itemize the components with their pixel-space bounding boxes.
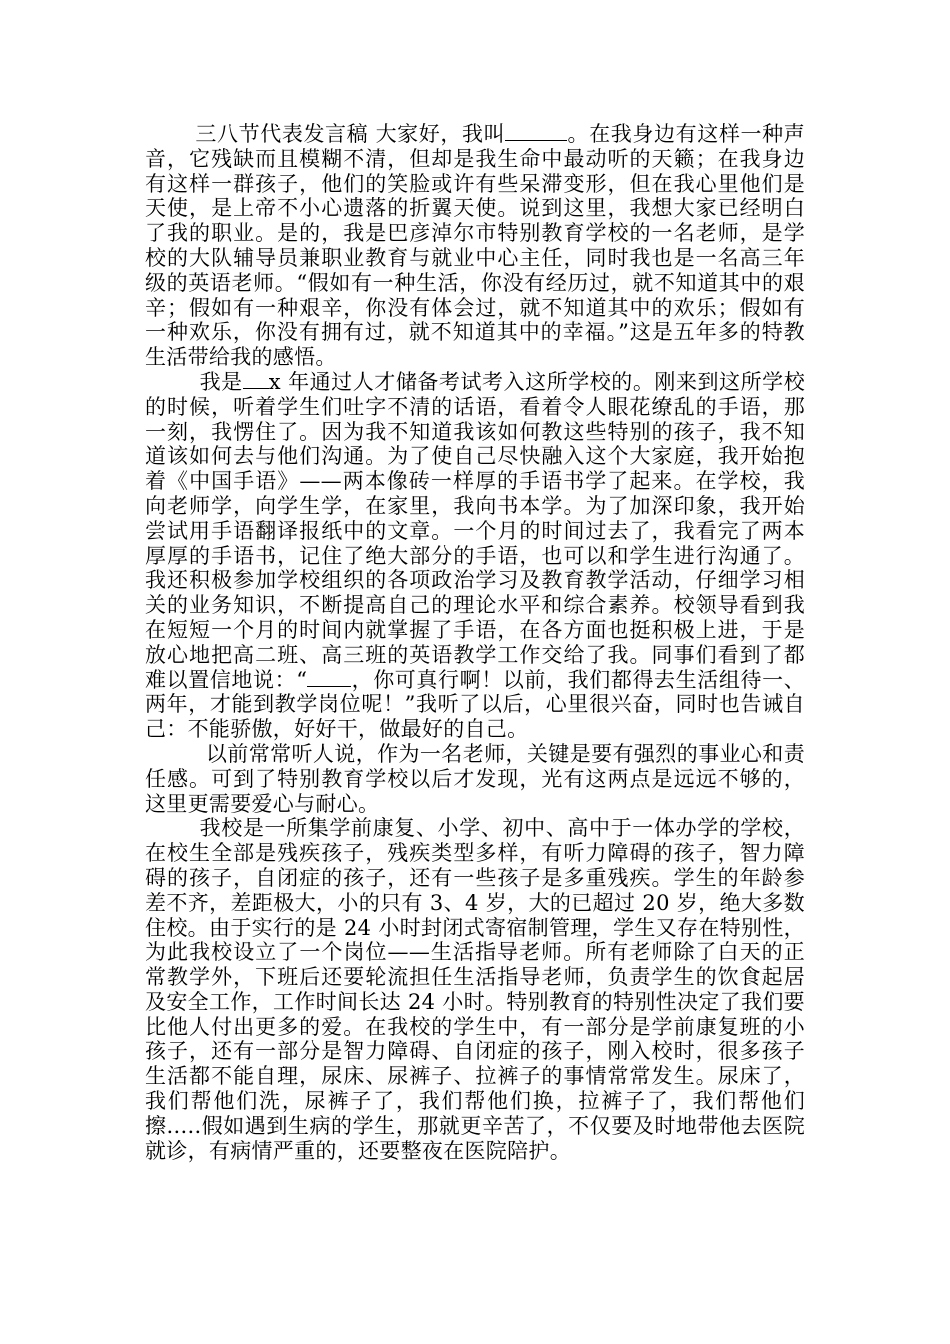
year-blank xyxy=(243,370,269,389)
paragraph-2-text-c: ，你可真行啊！以前，我们都得去生活组待一、两年，才能到教学岗位呢！”我听了以后，心里很兴奋，同时也告诫自己：不能骄傲，好好干，做最好的自己。 xyxy=(145,667,805,742)
paragraph-2 xyxy=(145,370,805,742)
paragraph-1 xyxy=(145,122,805,370)
paragraph-2-text-b: x 年通过人才储备考试考入这所学校的。刚来到这所学校的时候，听着学生们吐字不清的话语，看着令人眼花缭乱的手语，那一刻，我愣住了。因为我不知道我该如何教这些特别的孩子，我不知道该如何去与他们沟通。为了使自己尽快融入这个大家庭，我开始抱着《中国手语》——两本像砖一样厚的手语书学了起来。在学校，我向老师学，向学生学，在家里，我向书本学。为了加深印象，我开始尝试用手语翻译报纸中的文章。一个月的时间过去了，我看完了两本厚厚的手语书，记住了绝大部分的手语，也可以和学生进行沟通了。我还积极参加学校组织的各项政治学习及教育教学活动，仔细学习相关的业务知识，不断提高自己的理论水平和综合素养。校领导看到我在短短一个月的时间内就掌握了手语，在各方面也挺积极上进，于是放心地把高二班、高三班的英语教学工作交给了我。同事们看到了都难以置信地说：“ xyxy=(145,369,805,692)
paragraph-1-text-a: 三八节代表发言稿 大家好，我叫 xyxy=(195,122,506,146)
paragraph-4-text: 我校是一所集学前康复、小学、初中、高中于一体办学的学校，在校生全部是残疾孩子，残疾类型多样，有听力障碍的孩子，智力障碍的孩子，自闭症的孩子，还有一些孩子是多重残疾。学生的年龄参差不齐，差距极大，小的只有 3、4 岁，大的已超过 20 岁，绝大多数住校。由于实行的是 24 小时封闭式寄宿制管理，学生又存在特别性，为此我校设立了一个岗位——生活指导老师。所有老师除了白天的正常教学外，下班后还要轮流担任生活指导老师，负责学生的饮食起居及安全工作，工作时间长达 24 小时。特别教育的特别性决定了我们要比他人付出更多的爱。在我校的学生中，有一部分是学前康复班的小孩子，还有一部分是智力障碍、自闭症的孩子，刚入校时，很多孩子生活都不能自理，尿床、尿裤子、拉裤子的事情常常发生。尿床了，我们帮他们洗，尿裤子了，我们帮他们换，拉裤子了，我们帮他们擦.....假如遇到生病的学生，那就更辛苦了，不仅要及时地带他去医院就诊，有病情严重的，还要整夜在医院陪护。 xyxy=(145,816,805,1163)
paragraph-2-text-a: 我是 xyxy=(199,369,243,394)
paragraph-1-text-b: 。在我身边有这样一种声音，它残缺而且模糊不清，但却是我生命中最动听的天籁；在我身边有这样一群孩子，他们的笑脸或许有些呆滞变形，但在我心里他们是天使，是上帝不小心遗落的折翼天使。说到这里，我想大家已经明白了我的职业。是的，我是巴彦淖尔市特别教育学校的一名老师，是学校的大队辅导员兼职业教育与就业中心主任，同时我也是一名高三年级的英语老师。“假如有一种生活，你没有经历过，就不知道其中的艰辛；假如有一种艰辛，你没有体会过，就不知道其中的欢乐；假如有一种欢乐，你没有拥有过，就不知道其中的幸福。”这是五年多的特教生活带给我的感悟。 xyxy=(145,122,805,370)
name-blank xyxy=(505,122,567,141)
paragraph-3 xyxy=(145,742,805,816)
name-blank-2 xyxy=(307,668,351,687)
document-body xyxy=(145,122,805,1163)
paragraph-3-text: 以前常常听人说，作为一名老师，关键是要有强烈的事业心和责任感。可到了特别教育学校以后才发现，光有这两点是远远不够的，这里更需要爱心与耐心。 xyxy=(145,741,805,816)
paragraph-4 xyxy=(145,816,805,1163)
